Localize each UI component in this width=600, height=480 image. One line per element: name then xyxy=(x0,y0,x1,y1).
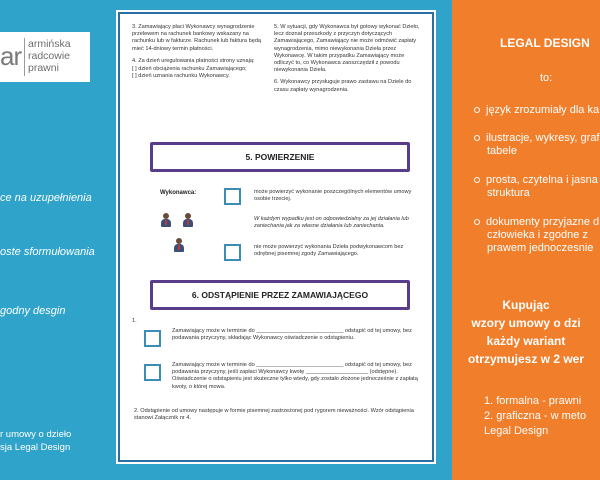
logo-line-3: prawni xyxy=(28,62,59,74)
section-5-heading: 5. POWIERZENIE xyxy=(150,142,410,172)
bullet-dot-icon xyxy=(474,107,480,113)
right-panel xyxy=(452,0,600,480)
contract-document xyxy=(118,12,434,462)
doc-column-1 xyxy=(132,24,264,80)
doc-option-credit[interactable]: [ ] dzień uznania rachunku Wykonawcy. xyxy=(132,73,230,80)
bullet-dot-icon xyxy=(474,135,480,141)
checkbox-may-delegate[interactable] xyxy=(224,188,241,205)
left-feature-1: ce na uzupełnienia xyxy=(0,192,92,204)
logo-line-2: radcowie xyxy=(28,50,71,62)
doc-paragraph-4: 4. Za dzień uregulowania płatności strony uznają: xyxy=(132,57,255,64)
logo-line-1: armińska xyxy=(28,38,71,50)
person-icon xyxy=(182,213,194,227)
doc-paragraph-3: 3. Zamawiający płaci Wykonawcy wynagrodzenie przelewem na rachunek bankowy wskazany na rachunku lub w fakturze. Rachunek lub faktura będą mieć 14-dniowy termin płatności. xyxy=(132,24,262,52)
section-6-paragraph-2: 2. Odstąpienie od umowy następuje w formie pisemnej zastrzeżonej pod rygorem nieważności. Wzór odstąpienia stanowi Załącznik nr 4. xyxy=(134,408,414,422)
logo-divider xyxy=(24,38,25,76)
company-logo xyxy=(0,32,90,82)
doc-column-2 xyxy=(274,24,424,99)
logo-mark: ar xyxy=(0,41,22,71)
bullet-dot-icon xyxy=(474,177,480,183)
checkbox-may-not-delegate[interactable] xyxy=(224,244,241,261)
legal-design-to: to: xyxy=(540,72,553,84)
checkbox-withdraw-free[interactable] xyxy=(144,330,161,347)
section-6-heading: 6. ODSTĄPIENIE PRZEZ ZAMAWIAJĄCEGO xyxy=(150,280,410,310)
left-feature-2: oste sformułowania xyxy=(0,246,95,258)
section-6-number-1: 1. xyxy=(132,318,137,324)
versions-list: 1. formalna - prawni 2. graficzna - w meto Legal Design xyxy=(484,395,587,437)
bullet-dot-icon xyxy=(474,219,480,225)
bullet-structure: prosta, czytelna i jasna struktura xyxy=(474,174,598,200)
section-6-option-2: Zamawiający może w terminie do ____________________________ odstąpić od tej umowy, bez podawania przyczyny, jeśli zapłaci Wykonawcy kwotę ____________________ (odstępne). Oświadczenie o odstąpieniu jest skuteczne tylko wtedy, gdy zostało złożone jednocześnie z zapłatą kwoty, o której mowa. xyxy=(172,362,418,390)
section-6-option-1: Zamawiający może w terminie do ____________________________ odstąpić od tej umowy, bez podawania przyczyny, składając Wykonawcy oświadczenie o odstąpieniu. xyxy=(172,328,412,342)
bullet-language: język zrozumiały dla ka xyxy=(474,104,599,117)
section-5-note: W każdym wypadku jest on odpowiedzialny za jej działania lub zaniechania jak za własne działania lub zaniechania. xyxy=(254,216,409,230)
left-footer-1: r umowy o dzieło xyxy=(0,429,72,440)
bullet-graphics: ilustracje, wykresy, graf tabele xyxy=(474,132,600,158)
left-footer-2: sja Legal Design xyxy=(0,442,71,453)
section-5-option-1: może powierzyć wykonanie poszczególnych elementów umowy osobie trzeciej. xyxy=(254,189,412,203)
person-icon xyxy=(173,238,185,252)
purchase-info: Kupując wzory umowy o dzi każdy wariant otrzymujesz w 2 wer xyxy=(467,298,585,366)
doc-paragraph-6: 6. Wykonawcy przysługuje prawo zastawu na Dziele do czasu zapłaty wynagrodzenia. xyxy=(274,79,412,93)
left-panel xyxy=(0,0,118,480)
legal-design-title: LEGAL DESIGN xyxy=(500,36,590,50)
wykonawca-label: Wykonawca: xyxy=(160,190,197,196)
person-icon xyxy=(160,213,172,227)
bullet-friendly: dokumenty przyjazne d człowieka i zgodne z prawem jednoczesnie xyxy=(474,216,599,255)
left-feature-3: godny desgin xyxy=(0,305,66,317)
checkbox-withdraw-paid[interactable] xyxy=(144,364,161,381)
doc-paragraph-5: 5. W sytuacji, gdy Wykonawca był gotowy wykonać Dzieło, lecz doznał przeszkody z przyczyn dotyczących Zamawiającego, Zamawiający nie może odmówić zapłaty wynagrodzenia, mimo niewykonania Dzieła przez Wykonawcę. W takim przypadku Zamawiający może odliczyć to, co Wykonawca zaoszczędził z powodu niewykonania Dzieła. xyxy=(274,24,420,74)
section-5-option-2: nie może powierzyć wykonania Dzieła podwykonawcom bez odrębnej pisemnej zgody Zamawiającego. xyxy=(254,244,404,258)
doc-option-debit[interactable]: [ ] dzień obciążenia rachunku Zamawiającego; xyxy=(132,66,247,73)
